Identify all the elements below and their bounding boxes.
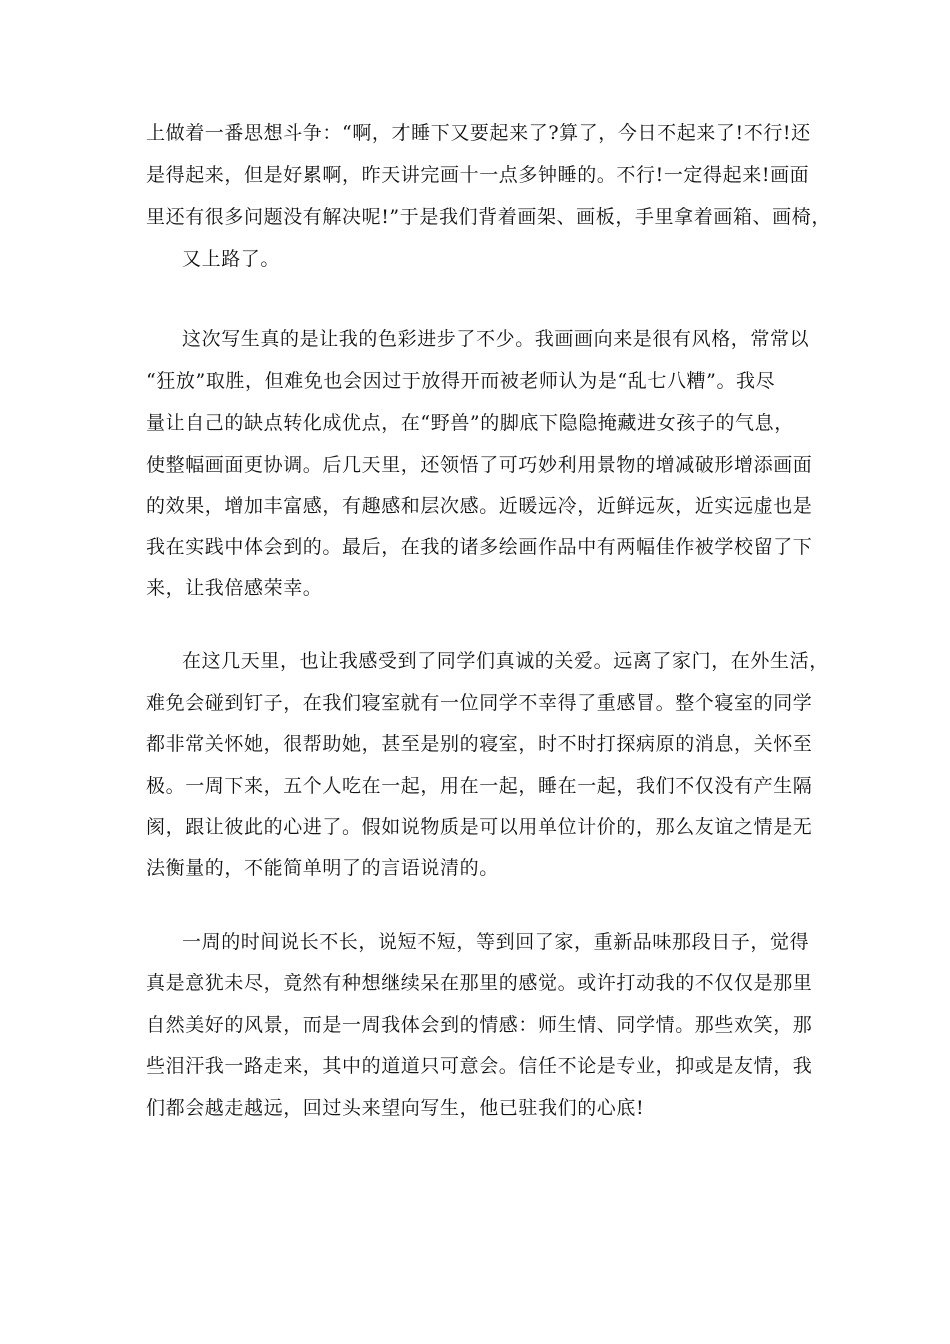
text-line: 自然美好的风景，而是一周我体会到的情感：师生情、同学情。那些欢笑，那 <box>146 1014 813 1036</box>
text-line: 真是意犹未尽，竟然有种想继续呆在那里的感觉。或许打动我的不仅仅是那里 <box>146 972 813 994</box>
text-line: 里还有很多问题没有解决呢!”于是我们背着画架、画板，手里拿着画箱、画椅， <box>146 206 831 228</box>
text-line: 难免会碰到钉子，在我们寝室就有一位同学不幸得了重感冒。整个寝室的同学 <box>146 692 813 714</box>
text-line: 这次写生真的是让我的色彩进步了不少。我画画向来是很有风格，常常以 <box>182 328 810 350</box>
text-line: 使整幅画面更协调。后几天里，还领悟了可巧妙利用景物的增减破形增添画面 <box>146 454 813 476</box>
text-line: 的效果，增加丰富感，有趣感和层次感。近暖远冷，近鲜远灰，近实远虚也是 <box>146 495 813 517</box>
text-line: 我在实践中体会到的。最后，在我的诸多绘画作品中有两幅佳作被学校留了下 <box>146 536 813 558</box>
text-line: 一周的时间说长不长，说短不短，等到回了家，重新品味那段日子，觉得 <box>182 931 810 953</box>
text-line: 法衡量的，不能简单明了的言语说清的。 <box>146 857 499 879</box>
text-line: 们都会越走越远，回过头来望向写生，他已驻我们的心底! <box>146 1097 645 1119</box>
text-line: 些泪汗我一路走来，其中的道道只可意会。信任不论是专业，抑或是友情，我 <box>146 1055 813 1077</box>
text-line: 量让自己的缺点转化成优点，在“野兽”的脚底下隐隐掩藏进女孩子的气息， <box>146 412 794 434</box>
text-line: “狂放”取胜，但难免也会因过于放得开而被老师认为是“乱七八糟”。我尽 <box>146 370 776 392</box>
text-line: 阂，跟让彼此的心进了。假如说物质是可以用单位计价的，那么友谊之情是无 <box>146 816 813 838</box>
text-line: 来，让我倍感荣幸。 <box>146 577 323 599</box>
text-line: 上做着一番思想斗争：“啊，才睡下又要起来了?算了，今日不起来了!不行!还 <box>146 122 811 144</box>
text-line: 都非常关怀她，很帮助她，甚至是别的寝室，时不时打探病原的消息，关怀至 <box>146 733 813 755</box>
text-line: 极。一周下来，五个人吃在一起，用在一起，睡在一起，我们不仅没有产生隔 <box>146 775 813 797</box>
text-line: 又上路了。 <box>182 248 281 270</box>
text-line: 是得起来，但是好累啊，昨天讲完画十一点多钟睡的。不行!一定得起来!画面 <box>146 164 810 186</box>
text-line: 在这几天里，也让我感受到了同学们真诚的关爱。远离了家门，在外生活， <box>182 650 829 672</box>
